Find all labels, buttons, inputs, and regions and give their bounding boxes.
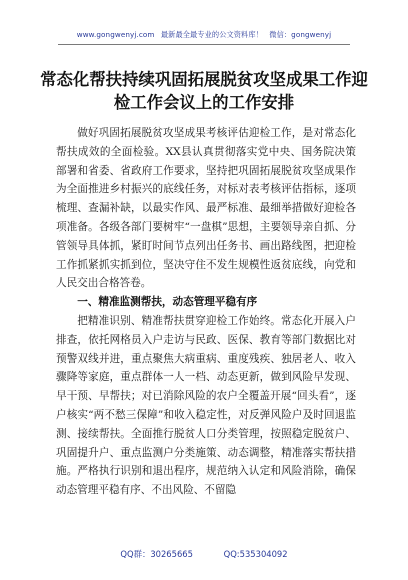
section-paragraph: 把精准识别、精准帮扶贯穿迎检工作始终。常态化开展入户排查，依托网格员入户走访与民政、医保、教育等部门数据比对预警双线并进，重点聚焦大病重病、重度残疾、独居老人、收入骤降等家庭，重点群体一人一档、动态更新，做到风险早发现、早干预、早帮扶；对已消除风险的农户全覆盖开展“回头看”，逐户核实“两不愁三保障”和收入稳定性，对反弹风险户及时回退监测、接续帮扶。全面推行脱贫人口分类管理，按照稳定脱贫户、巩固提升户、重点监测户分类施策、动态调整，精准落实帮扶措施。严格执行识别和退出程序，规范纳入认定和风险消除，确保动态管理平稳有序、不出风险、不留隐: [56, 314, 356, 497]
section-heading: 一、精准监测帮扶，动态管理平稳有序: [77, 296, 258, 309]
wechat-id: 微信：gongwenyj: [269, 30, 332, 39]
site-tagline: 最新最全最专业的公文资料库！: [160, 30, 263, 39]
qq-contact: QQ:535304092: [223, 549, 288, 559]
intro-paragraph: 做好巩固拓展脱贫攻坚成果考核评估迎检工作，是对常态化帮扶成效的全面检验。XX县认真贯彻落实党中央、国务院决策部署和省委、省政府工作要求，坚持把巩固拓展脱贫攻坚成果作为全面推进乡村振兴的底线任务，对标对表考核评估指标，逐项梳理、查漏补缺，以最实作风、最严标准、最细举措做好迎检各项准备。各级各部门要树牢“一盘棋”思想，主要领导亲自抓、分管领导具体抓，紧盯时间节点列出任务书、画出路线图，把迎检工作抓紧抓实抓到位，坚决守住不发生规模性返贫底线，向党和人民交出合格答卷。: [56, 127, 356, 290]
document-body: [56, 124, 356, 500]
page-footer: [0, 548, 408, 560]
qq-group-contact: QQ群：30265665: [120, 549, 193, 559]
document-title: 常态化帮扶持续巩固拓展脱贫攻坚成果工作迎检工作会议上的工作安排: [40, 70, 368, 112]
site-url-link[interactable]: www.gongwenyj.com: [76, 30, 155, 39]
site-header: [0, 30, 408, 40]
header-divider: [58, 44, 350, 45]
